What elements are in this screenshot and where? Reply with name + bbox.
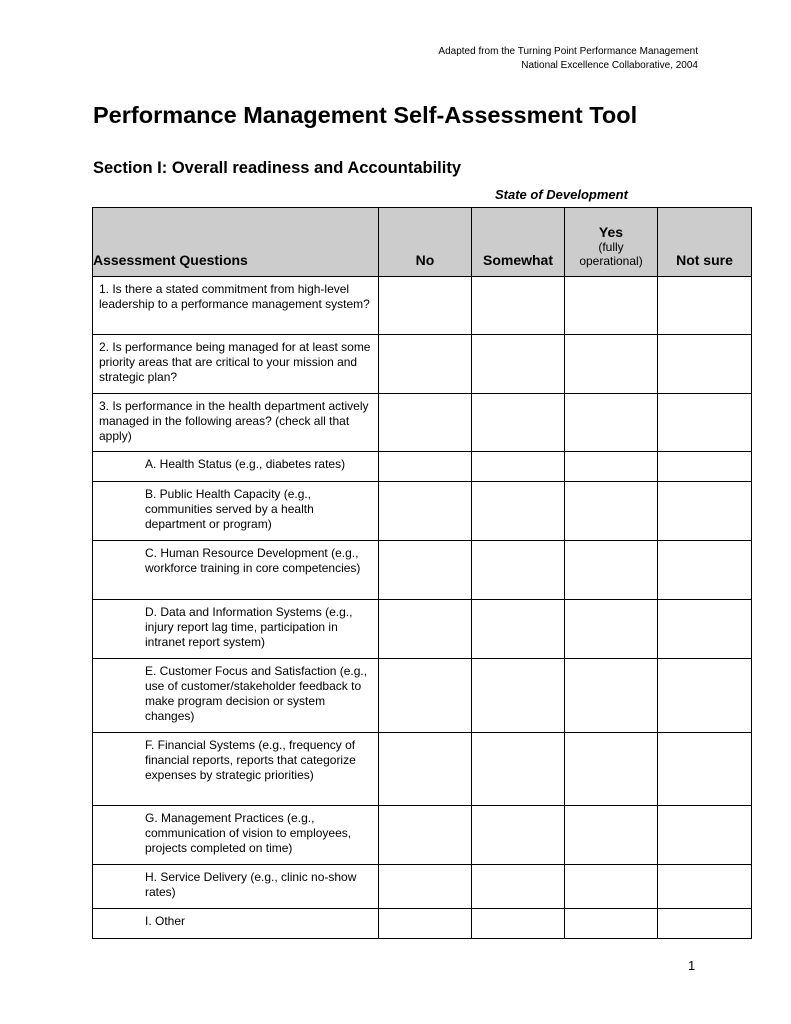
response-cell-somewhat[interactable] bbox=[472, 865, 565, 909]
response-cell-somewhat[interactable] bbox=[472, 482, 565, 541]
response-cell-yes[interactable] bbox=[565, 335, 658, 394]
response-cell-yes[interactable] bbox=[565, 600, 658, 659]
response-cell-yes[interactable] bbox=[565, 452, 658, 482]
response-cell-yes[interactable] bbox=[565, 482, 658, 541]
table-row bbox=[93, 541, 752, 600]
table-row bbox=[93, 394, 752, 452]
table-row bbox=[93, 865, 752, 909]
response-cell-not-sure[interactable] bbox=[658, 277, 752, 335]
response-cell-no[interactable] bbox=[379, 733, 472, 806]
response-cell-not-sure[interactable] bbox=[658, 806, 752, 865]
response-cell-somewhat[interactable] bbox=[472, 335, 565, 394]
question-text: I. Other bbox=[93, 909, 379, 939]
table-row bbox=[93, 335, 752, 394]
response-cell-no[interactable] bbox=[379, 394, 472, 452]
question-text: C. Human Resource Development (e.g., workforce training in core competencies) bbox=[93, 541, 379, 600]
response-cell-not-sure[interactable] bbox=[658, 394, 752, 452]
table-row bbox=[93, 733, 752, 806]
table-row bbox=[93, 277, 752, 335]
response-cell-not-sure[interactable] bbox=[658, 659, 752, 733]
response-cell-yes[interactable] bbox=[565, 865, 658, 909]
response-cell-somewhat[interactable] bbox=[472, 659, 565, 733]
question-text: G. Management Practices (e.g., communication of vision to employees, projects completed on time) bbox=[93, 806, 379, 865]
header-yes bbox=[565, 208, 658, 277]
response-cell-not-sure[interactable] bbox=[658, 733, 752, 806]
response-cell-somewhat[interactable] bbox=[472, 394, 565, 452]
header-somewhat: Somewhat bbox=[472, 208, 565, 277]
response-cell-no[interactable] bbox=[379, 909, 472, 939]
response-cell-yes[interactable] bbox=[565, 277, 658, 335]
table-row bbox=[93, 806, 752, 865]
response-cell-somewhat[interactable] bbox=[472, 277, 565, 335]
header-assessment-questions: Assessment Questions bbox=[93, 208, 379, 277]
response-cell-no[interactable] bbox=[379, 806, 472, 865]
response-cell-yes[interactable] bbox=[565, 909, 658, 939]
response-cell-not-sure[interactable] bbox=[658, 541, 752, 600]
question-text: A. Health Status (e.g., diabetes rates) bbox=[93, 452, 379, 482]
question-text: F. Financial Systems (e.g., frequency of financial reports, reports that categorize expenses by strategic priorities) bbox=[93, 733, 379, 806]
table-header-row bbox=[93, 208, 752, 277]
response-cell-not-sure[interactable] bbox=[658, 865, 752, 909]
header-yes-label: Yes bbox=[598, 224, 624, 240]
question-text: E. Customer Focus and Satisfaction (e.g., use of customer/stakeholder feedback to make program decision or system changes) bbox=[93, 659, 379, 733]
response-cell-not-sure[interactable] bbox=[658, 452, 752, 482]
question-text: D. Data and Information Systems (e.g., injury report lag time, participation in intranet report system) bbox=[93, 600, 379, 659]
response-cell-somewhat[interactable] bbox=[472, 806, 565, 865]
response-cell-somewhat[interactable] bbox=[472, 909, 565, 939]
response-cell-somewhat[interactable] bbox=[472, 541, 565, 600]
question-text: B. Public Health Capacity (e.g., communities served by a health department or program) bbox=[93, 482, 379, 541]
response-cell-no[interactable] bbox=[379, 600, 472, 659]
response-cell-somewhat[interactable] bbox=[472, 600, 565, 659]
response-cell-yes[interactable] bbox=[565, 394, 658, 452]
question-text: 2. Is performance being managed for at least some priority areas that are critical to your mission and strategic plan? bbox=[93, 335, 379, 394]
table-row bbox=[93, 909, 752, 939]
header-no: No bbox=[379, 208, 472, 277]
response-cell-no[interactable] bbox=[379, 865, 472, 909]
response-cell-somewhat[interactable] bbox=[472, 733, 565, 806]
table-row bbox=[93, 600, 752, 659]
response-cell-not-sure[interactable] bbox=[658, 600, 752, 659]
response-cell-not-sure[interactable] bbox=[658, 335, 752, 394]
question-text: H. Service Delivery (e.g., clinic no-show rates) bbox=[93, 865, 379, 909]
state-of-development-label: State of Development bbox=[495, 187, 628, 202]
table-row bbox=[93, 482, 752, 541]
header-yes-sublabel: (fully operational) bbox=[579, 240, 643, 268]
question-text: 1. Is there a stated commitment from high-level leadership to a performance management system? bbox=[93, 277, 379, 335]
response-cell-not-sure[interactable] bbox=[658, 482, 752, 541]
assessment-table bbox=[92, 207, 752, 939]
response-cell-yes[interactable] bbox=[565, 806, 658, 865]
response-cell-somewhat[interactable] bbox=[472, 452, 565, 482]
response-cell-yes[interactable] bbox=[565, 541, 658, 600]
page-number: 1 bbox=[688, 958, 696, 973]
attribution bbox=[438, 45, 698, 73]
response-cell-no[interactable] bbox=[379, 659, 472, 733]
attribution-line-2: National Excellence Collaborative, 2004 bbox=[521, 60, 698, 71]
header-not-sure: Not sure bbox=[658, 208, 752, 277]
response-cell-no[interactable] bbox=[379, 482, 472, 541]
response-cell-no[interactable] bbox=[379, 452, 472, 482]
response-cell-not-sure[interactable] bbox=[658, 909, 752, 939]
question-text: 3. Is performance in the health department actively managed in the following areas? (check all that apply) bbox=[93, 394, 379, 452]
section-title: Section I: Overall readiness and Accountability bbox=[93, 159, 461, 177]
attribution-line-1: Adapted from the Turning Point Performance Management bbox=[438, 46, 698, 57]
table-row bbox=[93, 659, 752, 733]
page-title: Performance Management Self-Assessment Tool bbox=[93, 102, 638, 128]
table-row bbox=[93, 452, 752, 482]
response-cell-no[interactable] bbox=[379, 277, 472, 335]
response-cell-no[interactable] bbox=[379, 335, 472, 394]
response-cell-yes[interactable] bbox=[565, 659, 658, 733]
response-cell-yes[interactable] bbox=[565, 733, 658, 806]
response-cell-no[interactable] bbox=[379, 541, 472, 600]
